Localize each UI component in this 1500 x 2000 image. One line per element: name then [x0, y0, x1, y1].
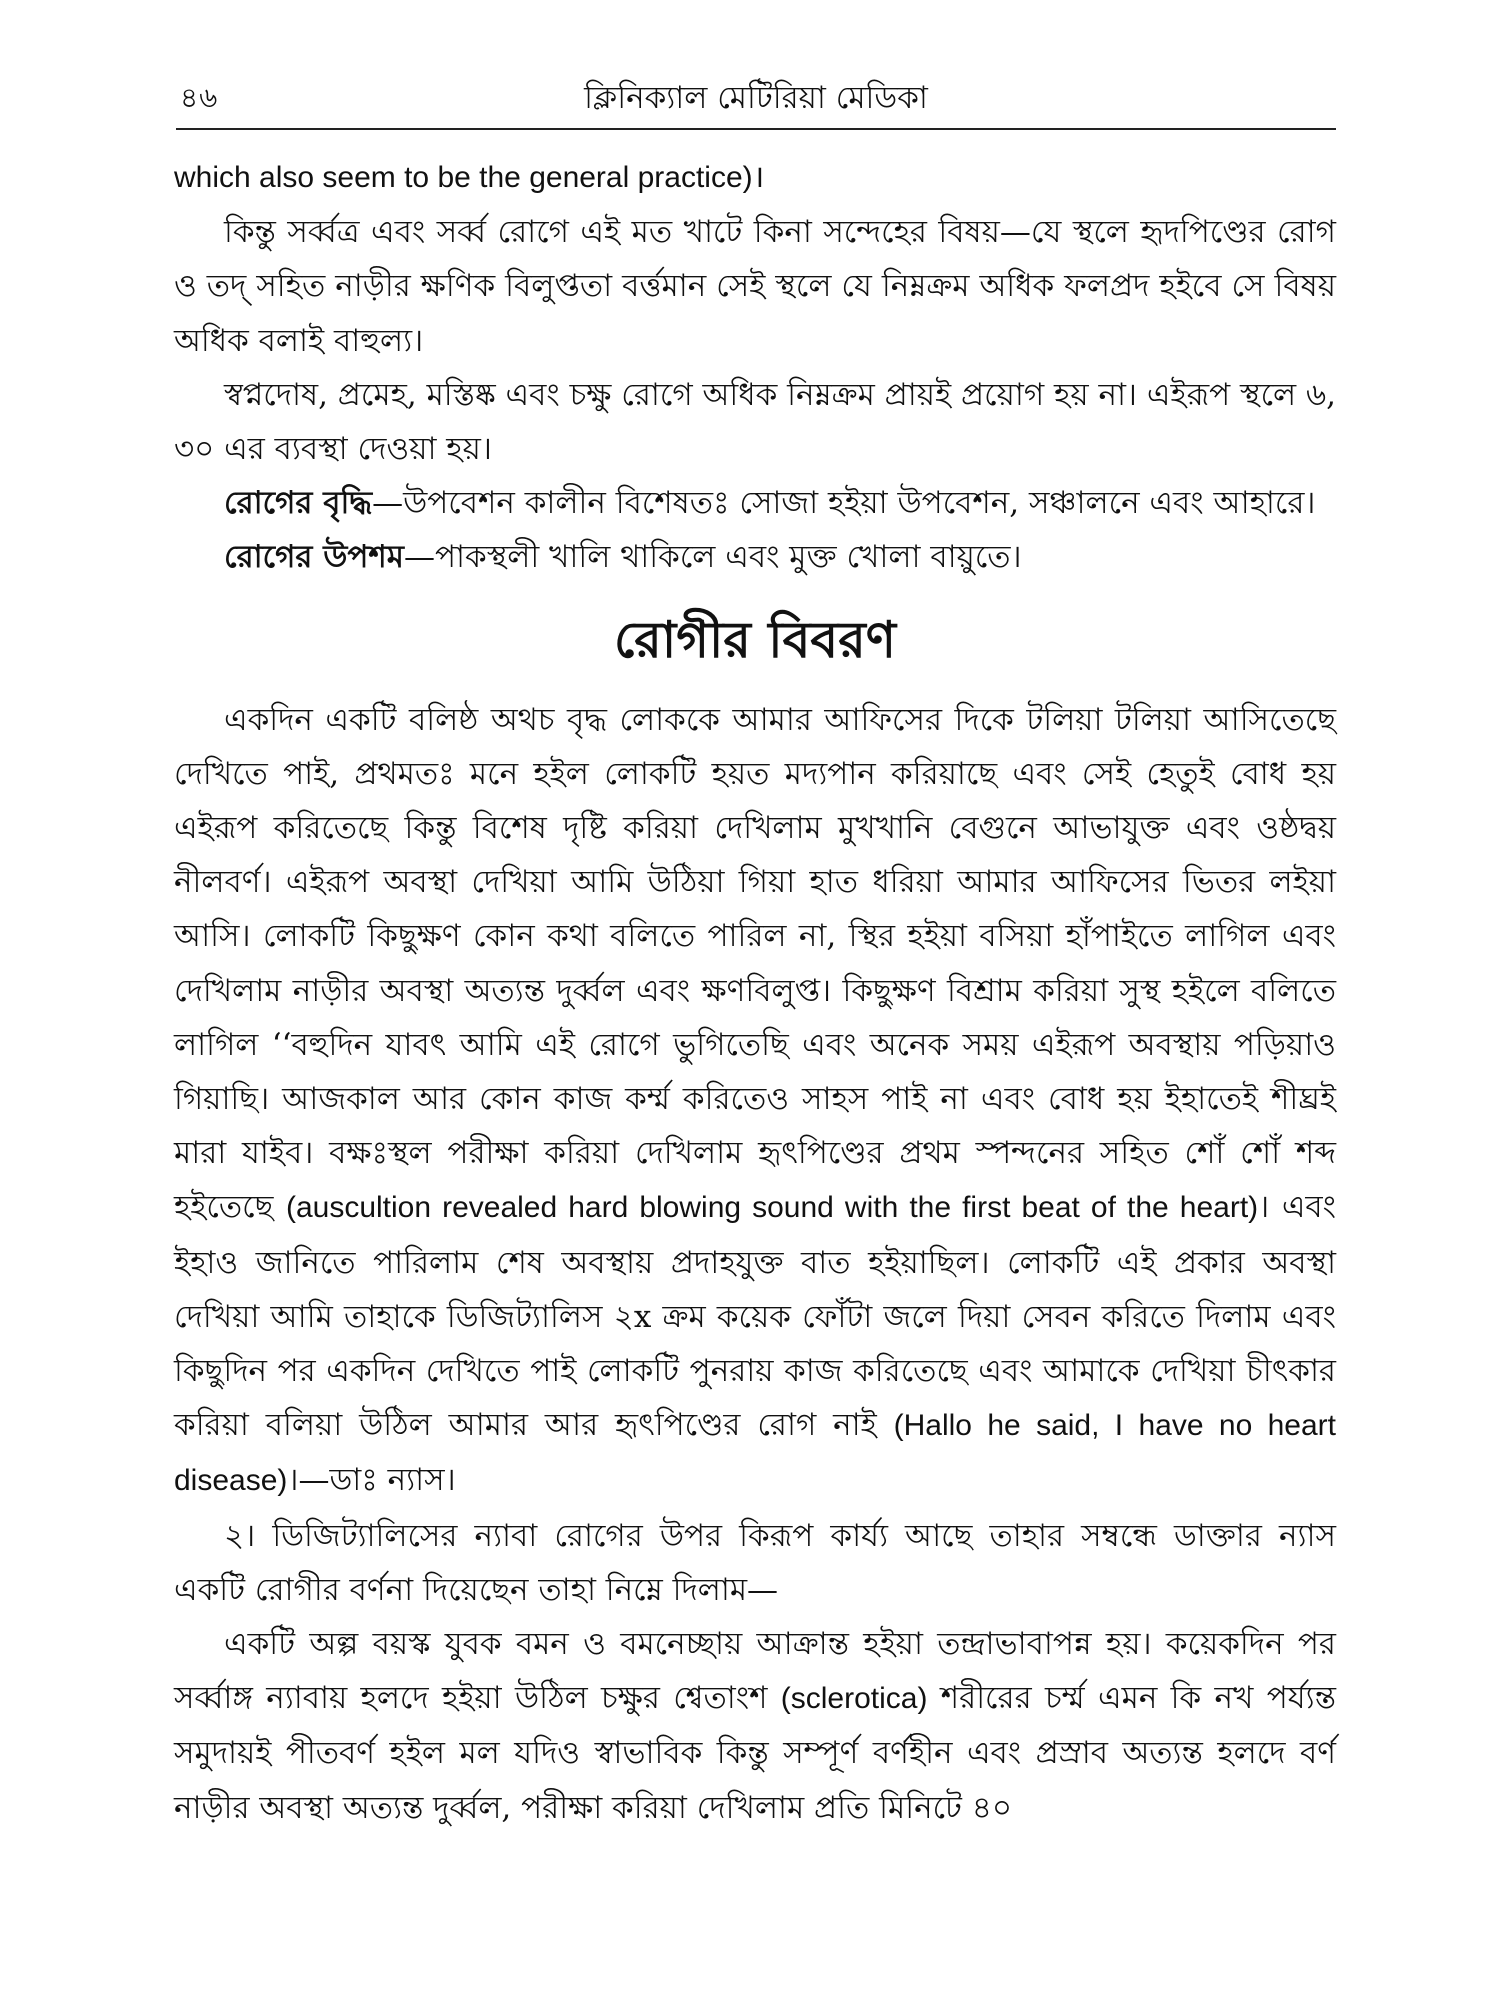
page-body [174, 150, 1336, 1835]
section-heading: রোগীর বিবরণ [614, 609, 896, 669]
amelioration-label: রোগের উপশম [224, 539, 404, 576]
running-title: ক্লিনিক্যাল মেটিরিয়া মেডিকা [584, 80, 928, 116]
header-rule [176, 128, 1336, 130]
danda: । [752, 159, 765, 195]
paragraph-potency-exceptions: স্বপ্নদোষ, প্রমেহ, মস্তিষ্ক এবং চক্ষু রোগে অধিক নিম্নক্রম প্রায়ই প্রয়োগ হয় না। এইরূপ স্থলে ৬, ৩০ এর ব্যবস্থা দেওয়া হয়। [174, 376, 1336, 468]
english-text: which also seem to be the general practice) [174, 161, 753, 194]
case-two-text: শরীরের চর্ম্ম এমন কি নখ পর্য্যন্ত সমুদায়ই পীতবর্ণ হইল মল যদিও স্বাভাবিক কিন্তু সম্পূর্ণ বর্ণহীন এবং প্রস্রাব অত্যন্ত হলদে বর্ণ নাড়ীর অবস্থা অত্যন্ত দুর্ব্বল, পরীক্ষা করিয়া দেখিলাম প্রতি মিনিটে ৪০ [174, 1680, 1336, 1826]
page-number: ৪৬ [180, 81, 219, 114]
paragraph-continuation [174, 150, 1336, 205]
english-text: (sclerotica) [780, 1682, 928, 1716]
case-one-text: । এবং ইহাও জানিতে পারিলাম শেষ অবস্থায় প্রদাহযুক্ত বাত হইয়াছিল। লোকটি এই প্রকার অবস্থা দেখিয়া আমি তাহাকে ডিজিট্যালিস ২x ক্রম কয়েক ফোঁটা জলে দিয়া সেবন করিতে দিলাম এবং কিছুদিন পর একদিন দেখিতে পাই লোকটি পুনরায় কাজ করিতেছে এবং আমাকে দেখিয়া চীৎকার করিয়া বলিয়া উঠিল আমার আর হৃৎপিণ্ডের রোগ নাই [174, 1189, 1337, 1444]
aggravation-label: রোগের বৃদ্ধি [224, 485, 373, 522]
page-header [176, 68, 1336, 120]
case-one-text: একদিন একটি বলিষ্ঠ অথচ বৃদ্ধ লোককে আমার আফিসের দিকে টলিয়া টলিয়া আসিতেছে দেখিতে পাই, প্রথমতঃ মনে হইল লোকটি হয়ত মদ্যপান করিয়াছে এবং সেই হেতুই বোধ হয় এইরূপ করিতেছে কিন্তু বিশেষ দৃষ্টি করিয়া দেখিলাম মুখখানি বেগুনে আভাযুক্ত এবং ওষ্ঠদ্বয় নীলবর্ণ। এইরূপ অবস্থা দেখিয়া আমি উঠিয়া গিয়া হাত ধরিয়া আমার আফিসের ভিতর লইয়া আসি। লোকটি কিছুক্ষণ কোন কথা বলিতে পারিল না, স্থির হইয়া বসিয়া হাঁপাইতে লাগিল এবং দেখিলাম নাড়ীর অবস্থা অত্যন্ত দুর্ব্বল এবং ক্ষণবিলুপ্ত। কিছুক্ষণ বিশ্রাম করিয়া সুস্থ হইলে বলিতে লাগিল ‘‘বহুদিন যাবৎ আমি এই রোগে ভুগিতেছি এবং অনেক সময় এইরূপ অবস্থায় পড়িয়াও গিয়াছি। আজকাল আর কোন কাজ কর্ম্ম করিতেও সাহস পাই না এবং বোধ হয় ইহাতেই শীঘ্রই মারা যাইব। বক্ষঃস্থল পরীক্ষা করিয়া দেখিলাম হৃৎপিণ্ডের প্রথম স্পন্দনের সহিত শোঁ শোঁ শব্দ হইতেছে [174, 701, 1336, 1226]
paragraph-amelioration [174, 530, 1336, 584]
paragraph-low-potency-note: কিন্তু সর্ব্বত্র এবং সর্ব্ব রোগে এই মত খাটে কিনা সন্দেহের বিষয়—যে স্থলে হৃদপিণ্ডের রোগ ও তদ্ সহিত নাড়ীর ক্ষণিক বিলুপ্ততা বর্ত্তমান সেই স্থলে যে নিম্নক্রম অধিক ফলপ্রদ হইবে সে বিষয় অধিক বলাই বাহুল্য। [174, 214, 1336, 359]
paragraph-case-one [174, 693, 1336, 1509]
case-one-attribution: ।—ডাঃ ন্যাস। [287, 1462, 456, 1499]
paragraph-aggravation [174, 476, 1336, 530]
english-text: (auscultion revealed hard blowing sound with the first beat of the heart) [285, 1191, 1259, 1225]
amelioration-text: —পাকস্থলী খালি থাকিলে এবং মুক্ত খোলা বায়ুতে। [403, 539, 1022, 576]
paragraph-case-two-intro: ২। ডিজিট্যালিসের ন্যাবা রোগের উপর কিরূপ কার্য্য আছে তাহার সম্বন্ধে ডাক্তার ন্যাস একটি রোগীর বর্ণনা দিয়েছেন তাহা নিম্নে দিলাম— [174, 1517, 1336, 1608]
case-two-text: একটি অল্প বয়স্ক যুবক বমন ও বমনেচ্ছায় আক্রান্ত হইয়া তন্দ্রাভাবাপন্ন হয়। কয়েকদিন পর সর্ব্বাঙ্গ ন্যাবায় হলদে হইয়া উঠিল চক্ষুর শ্বেতাংশ [174, 1626, 1336, 1717]
paragraph-case-two [174, 1617, 1336, 1835]
english-text: (Hallo he said, I have no heart disease) [174, 1409, 1336, 1498]
aggravation-text: —উপবেশন কালীন বিশেষতঃ সোজা হইয়া উপবেশন, সঞ্চালনে এবং আহারে। [372, 485, 1316, 522]
